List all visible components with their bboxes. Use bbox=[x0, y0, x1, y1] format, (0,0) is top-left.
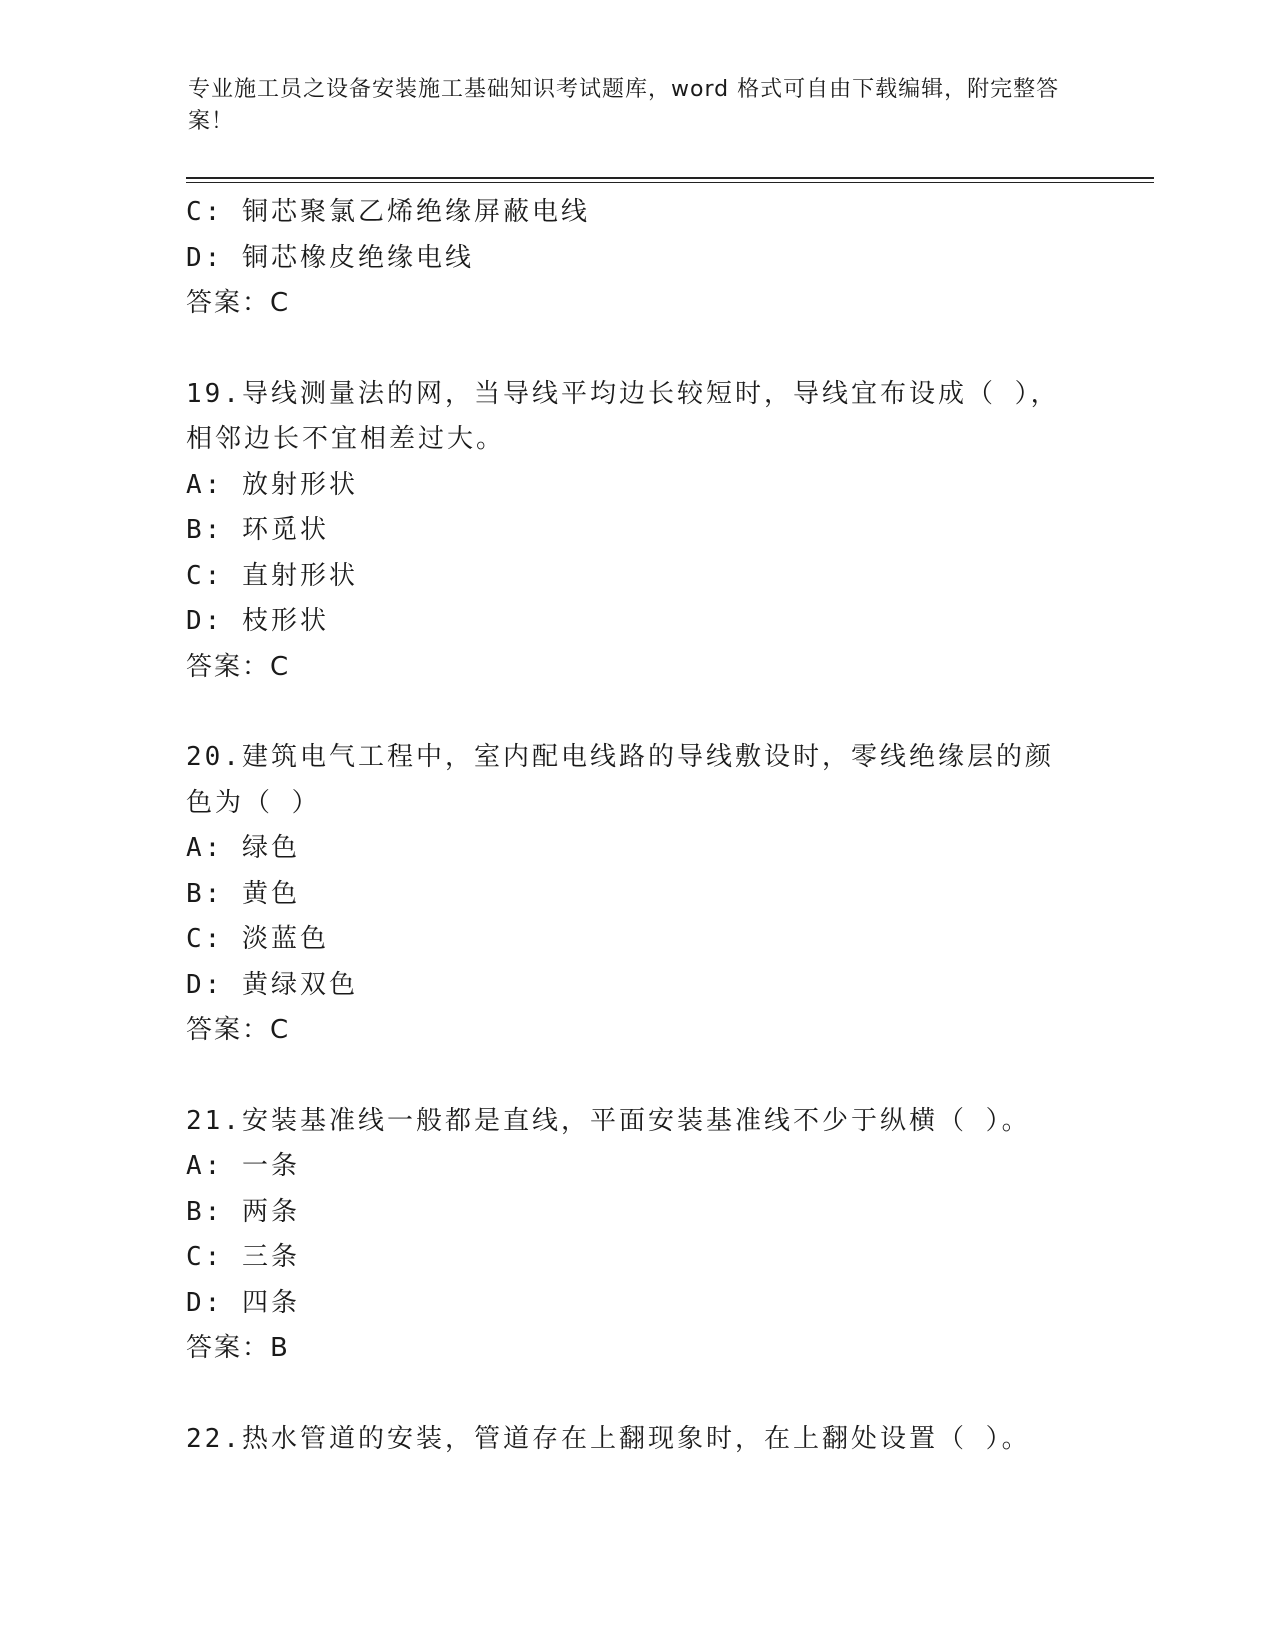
document-body bbox=[186, 190, 1086, 1462]
question-19 bbox=[186, 372, 1086, 691]
option-b: B: 环觅状 bbox=[186, 515, 329, 545]
answer-line: 答案：C bbox=[186, 651, 291, 682]
question-22 bbox=[186, 1417, 1086, 1463]
option-b: B: 黄色 bbox=[186, 878, 300, 909]
option-c: C: 淡蓝色 bbox=[186, 924, 329, 954]
answer-line: 答案：C bbox=[186, 1015, 291, 1045]
header-divider-thin bbox=[186, 182, 1154, 183]
option-d: D: 枝形状 bbox=[186, 606, 329, 636]
option-d: D: 黄绿双色 bbox=[186, 969, 358, 1000]
option-d: D: 铜芯橡皮绝缘电线 bbox=[186, 242, 474, 273]
option-a: A: 放射形状 bbox=[186, 469, 358, 500]
option-d: D: 四条 bbox=[186, 1287, 300, 1318]
answer-line: 答案：C bbox=[186, 288, 291, 318]
question-20 bbox=[186, 735, 1086, 1054]
question-text: 22.热水管道的安装，管道存在上翻现象时，在上翻处设置（ ）。 bbox=[186, 1423, 1031, 1454]
option-b: B: 两条 bbox=[186, 1196, 300, 1227]
question-text: 20.建筑电气工程中，室内配电线路的导线敷设时，零线绝缘层的颜色为（ ） bbox=[186, 742, 1054, 818]
option-c: C: 三条 bbox=[186, 1242, 300, 1272]
option-c: C: 直射形状 bbox=[186, 560, 358, 591]
option-c: C: 铜芯聚氯乙烯绝缘屏蔽电线 bbox=[186, 197, 590, 227]
question-text: 19.导线测量法的网，当导线平均边长较短时，导线宜布设成（ ），相邻边长不宜相差过大。 bbox=[186, 378, 1060, 454]
answer-line: 答案：B bbox=[186, 1333, 290, 1363]
option-a: A: 绿色 bbox=[186, 833, 300, 863]
option-a: A: 一条 bbox=[186, 1151, 300, 1181]
question-text: 21.安装基准线一般都是直线，平面安装基准线不少于纵横（ ）。 bbox=[186, 1105, 1031, 1136]
header-divider-thick bbox=[186, 177, 1154, 179]
document-header: 专业施工员之设备安装施工基础知识考试题库，word 格式可自由下载编辑，附完整答案！ bbox=[188, 77, 1060, 134]
partial-question bbox=[186, 190, 1086, 327]
question-21 bbox=[186, 1099, 1086, 1372]
